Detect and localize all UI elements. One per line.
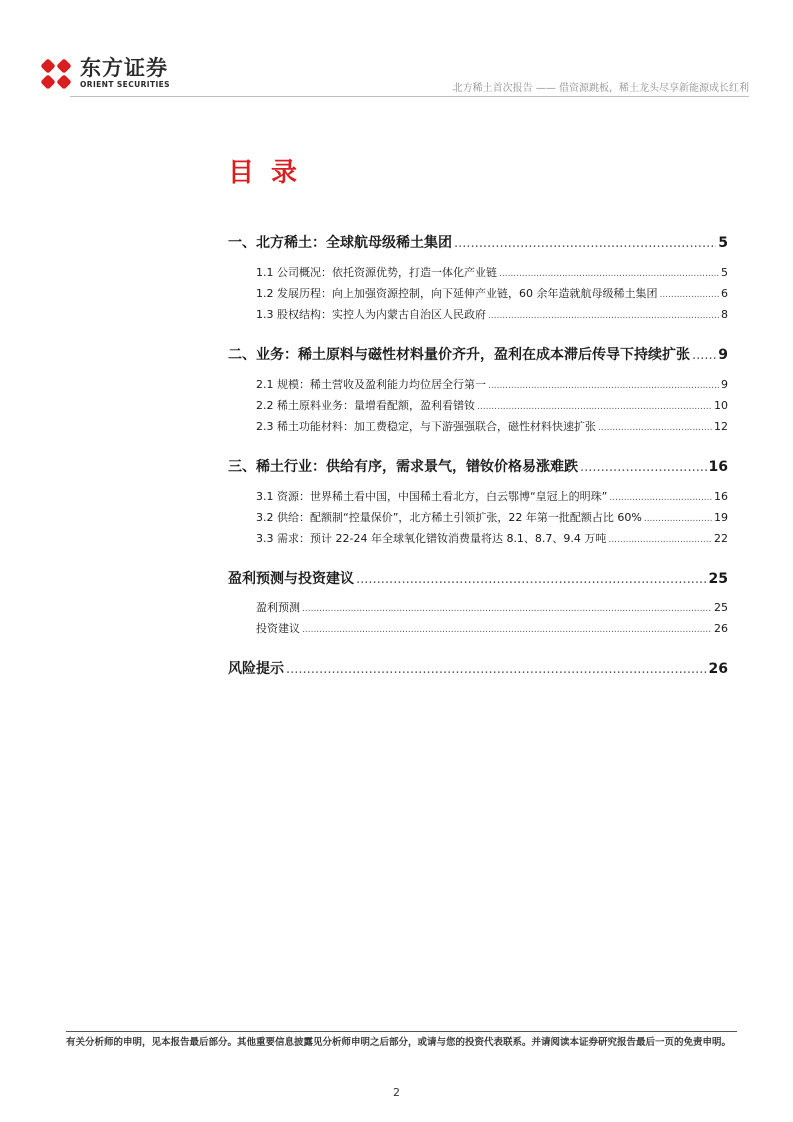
logo-chinese-name: 东方证券 <box>80 56 168 80</box>
toc-entry-page: 9 <box>718 347 728 363</box>
toc-entry-page: 6 <box>721 287 728 300</box>
footer-disclaimer: 有关分析师的申明，见本报告最后部分。其他重要信息披露见分析师申明之后部分，或请与您的投资代表联系。并请阅读本证券研究报告最后一页的免责申明。 <box>66 1037 732 1048</box>
toc-entry-text: 二、业务：稀土原料与磁性材料量价齐升，盈利在成本滞后传导下持续扩张 <box>228 347 690 363</box>
toc-entry-page: 9 <box>721 378 728 391</box>
orient-securities-logo-icon <box>38 56 74 92</box>
toc-entry-2-2[interactable] <box>256 399 728 414</box>
toc-entry-3-2[interactable] <box>256 511 728 526</box>
toc-entry-text: 1.1 公司概况：依托资源优势，打造一体化产业链 <box>256 266 497 279</box>
toc-entry-page: 5 <box>721 266 728 279</box>
toc-leader-dots <box>356 571 707 589</box>
toc-entry-page: 16 <box>714 490 728 503</box>
toc-entry-text: 2.1 规模：稀土营收及盈利能力均位居全行第一 <box>256 378 486 391</box>
toc-entry-text: 1.3 股权结构：实控人为内蒙古自治区人民政府 <box>256 308 486 321</box>
toc-entry-1-1[interactable] <box>256 266 728 281</box>
toc-leader-dots <box>302 623 712 637</box>
toc-entry-section-2[interactable] <box>228 346 728 365</box>
report-title: 北方稀土首次报告 —— 借资源跳板，稀土龙头尽享新能源成长红利 <box>452 83 749 94</box>
footer-divider <box>66 1031 737 1032</box>
toc-entry-page: 12 <box>714 420 728 433</box>
toc-leader-dots <box>598 421 712 435</box>
toc-leader-dots <box>608 533 712 547</box>
page-number: 2 <box>393 1086 400 1099</box>
toc-entry-forecast[interactable] <box>256 601 728 616</box>
toc-entry-text: 一、北方稀土：全球航母级稀土集团 <box>228 235 452 251</box>
toc-entry-1-2[interactable] <box>256 287 728 302</box>
toc-leader-dots <box>692 347 716 365</box>
toc-entry-1-3[interactable] <box>256 308 728 323</box>
toc-leader-dots <box>580 459 707 477</box>
toc-entry-section-1[interactable] <box>228 234 728 253</box>
toc-leader-dots <box>488 309 719 323</box>
toc-entry-risk-warning[interactable] <box>228 660 728 679</box>
toc-entry-page: 26 <box>714 622 728 635</box>
toc-leader-dots <box>286 661 707 679</box>
toc-leader-dots <box>609 491 712 505</box>
toc-entry-text: 3.2 供给：配额制“控量保价”，北方稀土引领扩张，22 年第一批配额占比 60% <box>256 511 642 524</box>
toc-title: 目 录 <box>228 158 302 188</box>
toc-entry-text: 2.2 稀土原料业务：量增看配额，盈利看镨钕 <box>256 399 475 412</box>
toc-entry-page: 26 <box>708 661 728 677</box>
toc-entry-text: 三、稀土行业：供给有序，需求景气，镨钕价格易涨难跌 <box>228 459 578 475</box>
toc-entry-section-3[interactable] <box>228 458 728 477</box>
toc-entry-forecast-and-advice[interactable] <box>228 570 728 589</box>
toc-entry-page: 25 <box>708 571 728 587</box>
toc-entry-page: 25 <box>714 601 728 614</box>
toc-entry-text: 3.3 需求：预计 22-24 年全球氧化镨钕消费量将达 8.1、8.7、9.4 万吨 <box>256 532 607 545</box>
toc-entry-page: 16 <box>708 459 728 475</box>
toc-entry-investment-advice[interactable] <box>256 622 728 637</box>
toc-entry-text: 3.1 资源：世界稀土看中国，中国稀土看北方，白云鄂博“皇冠上的明珠” <box>256 490 608 503</box>
toc-entry-text: 盈利预测与投资建议 <box>228 571 354 587</box>
company-logo <box>38 56 178 92</box>
logo-english-name: ORIENT SECURITIES <box>80 80 170 89</box>
header-divider <box>70 96 749 97</box>
toc-leader-dots <box>454 235 716 253</box>
toc-entry-text: 1.2 发展历程：向上加强资源控制，向下延伸产业链，60 余年造就航母级稀土集团 <box>256 287 658 300</box>
toc-entry-page: 22 <box>714 532 728 545</box>
toc-entry-3-3[interactable] <box>256 532 728 547</box>
toc-entry-page: 19 <box>714 511 728 524</box>
toc-entry-text: 盈利预测 <box>256 601 300 614</box>
toc-entry-text: 2.3 稀土功能材料：加工费稳定，与下游强强联合，磁性材料快速扩张 <box>256 420 596 433</box>
toc-leader-dots <box>477 400 712 414</box>
toc-entry-2-1[interactable] <box>256 378 728 393</box>
toc-leader-dots <box>302 602 712 616</box>
toc-entry-page: 10 <box>714 399 728 412</box>
toc-leader-dots <box>644 512 712 526</box>
toc-leader-dots <box>499 267 719 281</box>
toc-entry-text: 投资建议 <box>256 622 300 635</box>
toc-leader-dots <box>659 288 719 302</box>
toc-leader-dots <box>488 379 719 393</box>
toc-entry-text: 风险提示 <box>228 661 284 677</box>
toc-entry-page: 8 <box>721 308 728 321</box>
toc-entry-3-1[interactable] <box>256 490 728 505</box>
toc-entry-2-3[interactable] <box>256 420 728 435</box>
toc-entry-page: 5 <box>718 235 728 251</box>
